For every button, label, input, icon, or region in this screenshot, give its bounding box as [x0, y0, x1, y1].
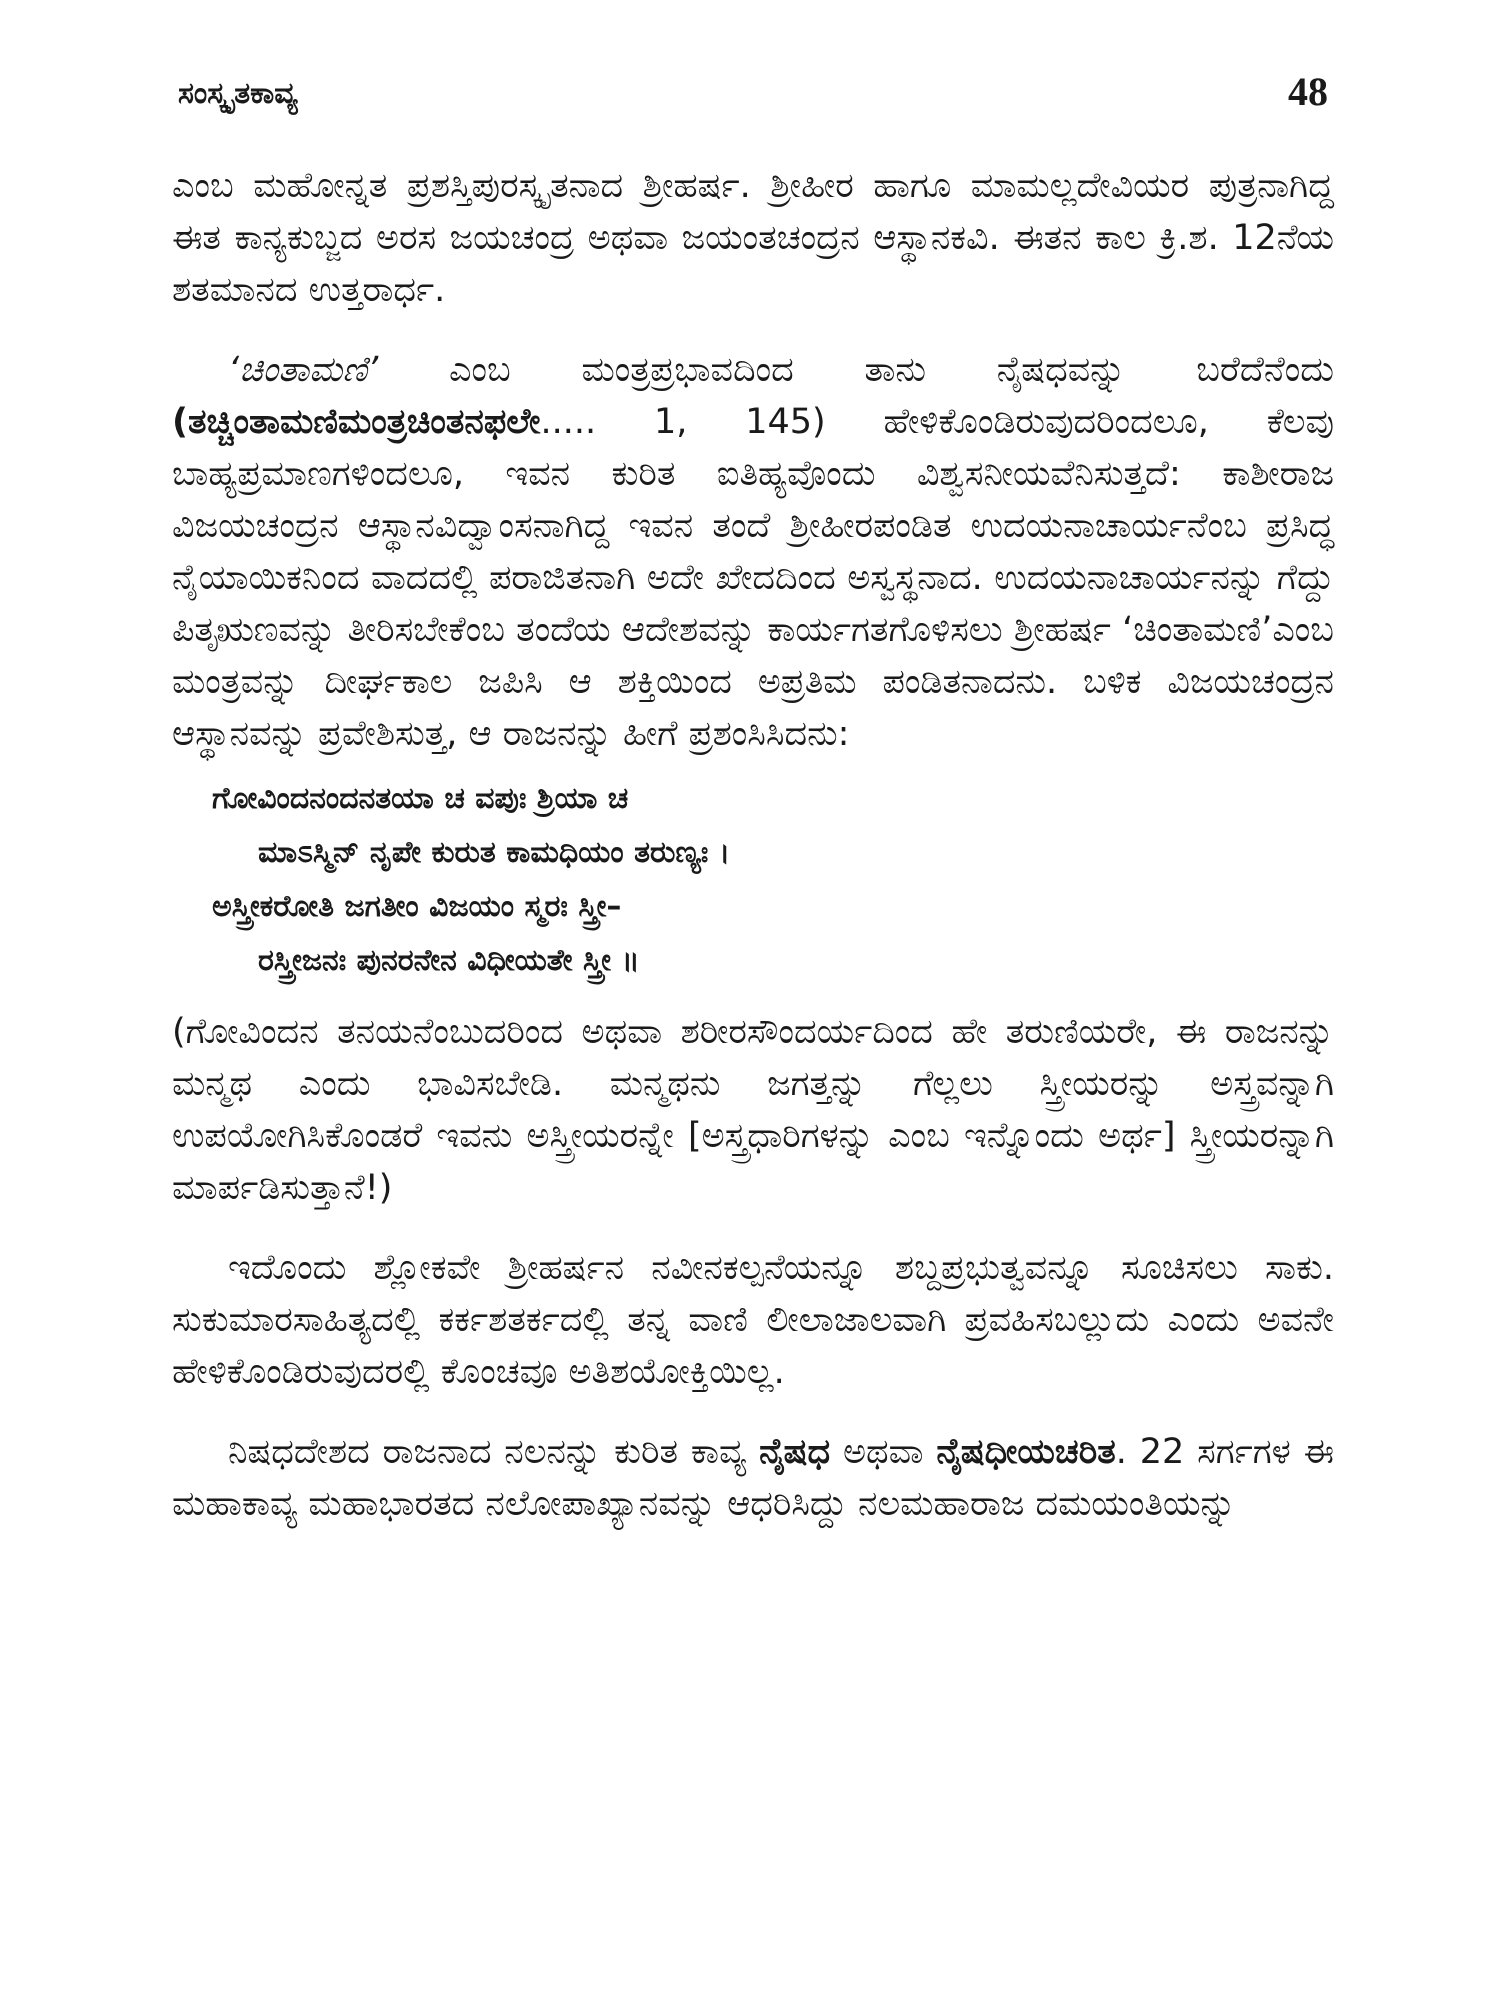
paragraph-5-text-c: . 22 ಸರ್ಗಗಳ ಈ ಮಹಾಕಾವ್ಯ ಮಹಾಭಾರತದ ನಲೋಪಾಖ್ಯಾನವನ್ನು ಆಧರಿಸಿದ್ದು ನಲಮಹಾರಾಜ ದಮಯಂತಿಯನ್ನು	[172, 1432, 1334, 1524]
paragraph-5	[172, 1426, 1334, 1530]
running-title: ಸಂಸ್ಕೃತಕಾವ್ಯ	[178, 76, 298, 111]
paragraph-2	[172, 344, 1334, 760]
verse-line-3: ಅಸ್ತ್ರೀಕರೋತಿ ಜಗತೀಂ ವಿಜಯಂ ಸ್ಮರಃ ಸ್ತ್ರೀ–	[212, 889, 622, 924]
work-title-naishadha: ನೈಷಧ	[759, 1432, 831, 1472]
verse-line-4: ರಸ್ತ್ರೀಜನಃ ಪುನರನೇನ ವಿಧೀಯತೇ ಸ್ತ್ರೀ ॥	[258, 943, 640, 978]
sanskrit-verse	[172, 772, 1334, 988]
paragraph-3: (ಗೋವಿಂದನ ತನಯನೆಂಬುದರಿಂದ ಅಥವಾ ಶರೀರಸೌಂದರ್ಯದಿಂದ ಹೇ ತರುಣಿಯರೇ, ಈ ರಾಜನನ್ನು ಮನ್ಮಥ ಎಂದು ಭಾವಿಸಬೇಡಿ. ಮನ್ಮಥನು ಜಗತ್ತನ್ನು ಗೆಲ್ಲಲು ಸ್ತ್ರೀಯರನ್ನು ಅಸ್ತ್ರವನ್ನಾಗಿ ಉಪಯೋಗಿಸಿಕೊಂಡರೆ ಇವನು ಅಸ್ತ್ರೀಯರನ್ನೇ [ಅಸ್ತ್ರಧಾರಿಗಳನ್ನು ಎಂಬ ಇನ್ನೊಂದು ಅರ್ಥ] ಸ್ತ್ರೀಯರನ್ನಾಗಿ ಮಾರ್ಪಡಿಸುತ್ತಾನೆ!)	[172, 1012, 1334, 1208]
paragraph-4: ಇದೊಂದು ಶ್ಲೋಕವೇ ಶ್ರೀಹರ್ಷನ ನವೀನಕಲ್ಪನೆಯನ್ನೂ ಶಬ್ದಪ್ರಭುತ್ವವನ್ನೂ ಸೂಚಿಸಲು ಸಾಕು. ಸುಕುಮಾರಸಾಹಿತ್ಯದಲ್ಲಿ ಕರ್ಕಶತರ್ಕದಲ್ಲಿ ತನ್ನ ವಾಣಿ ಲೀಲಾಜಾಲವಾಗಿ ಪ್ರವಹಿಸಬಲ್ಲುದು ಎಂದು ಅವನೇ ಹೇಳಿಕೊಂಡಿರುವುದರಲ್ಲಿ ಕೊಂಚವೂ ಅತಿಶಯೋಕ್ತಿಯಿಲ್ಲ.	[172, 1248, 1334, 1392]
paragraph-5-text-b: ಅಥವಾ	[830, 1432, 937, 1472]
verse-line-2: ಮಾಽಸ್ಮಿನ್ ನೃಪೇ ಕುರುತ ಕಾಮಧಿಯಂ ತರುಣ್ಯಃ ।	[258, 835, 731, 870]
verse-line-1: ಗೋವಿಂದನಂದನತಯಾ ಚ ವಪುಃ ಶ್ರಿಯಾ ಚ	[212, 781, 629, 816]
paragraph-2-citation: (ತಚ್ಚಿಂತಾಮಣಿಮಂತ್ರಚಿಂತನಫಲೇ	[172, 402, 541, 442]
page-body	[172, 160, 1334, 1530]
paragraph-2-text-a: ಎಂಬ ಮಂತ್ರಪ್ರಭಾವದಿಂದ ತಾನು ನೈಷಧವನ್ನು ಬರೆದೆನೆಂದು	[378, 350, 1334, 390]
page-header	[178, 68, 1328, 124]
page-number: 48	[1288, 69, 1328, 114]
paragraph-1: ಎಂಬ ಮಹೋನ್ನತ ಪ್ರಶಸ್ತಿಪುರಸ್ಕೃತನಾದ ಶ್ರೀಹರ್ಷ. ಶ್ರೀಹೀರ ಹಾಗೂ ಮಾಮಲ್ಲದೇವಿಯರ ಪುತ್ರನಾಗಿದ್ದ ಈತ ಕಾನ್ಯಕುಬ್ಜದ ಅರಸ ಜಯಚಂದ್ರ ಅಥವಾ ಜಯಂತಚಂದ್ರನ ಆಸ್ಥಾನಕವಿ. ಈತನ ಕಾಲ ಕ್ರಿ.ಶ. 12ನೆಯ ಶತಮಾನದ ಉತ್ತರಾರ್ಧ.	[172, 166, 1334, 310]
chintamani-quote: ‘ಚಿಂತಾಮಣಿ’	[228, 350, 379, 390]
paragraph-2-text-b: ..... 1, 145) ಹೇಳಿಕೊಂಡಿರುವುದರಿಂದಲೂ, ಕೆಲವು ಬಾಹ್ಯಪ್ರಮಾಣಗಳಿಂದಲೂ, ಇವನ ಕುರಿತ ಐತಿಹ್ಯವೊಂದು ವಿಶ್ವಸನೀಯವೆನಿಸುತ್ತದೆ: ಕಾಶೀರಾಜ ವಿಜಯಚಂದ್ರನ ಆಸ್ಥಾನವಿದ್ವಾಂಸನಾಗಿದ್ದ ಇವನ ತಂದೆ ಶ್ರೀಹೀರಪಂಡಿತ ಉದಯನಾಚಾರ್ಯನೆಂಬ ಪ್ರಸಿದ್ಧ ನೈಯಾಯಿಕನಿಂದ ವಾದದಲ್ಲಿ ಪರಾಜಿತನಾಗಿ ಅದೇ ಖೇದದಿಂದ ಅಸ್ವಸ್ಥನಾದ. ಉದಯನಾಚಾರ್ಯನನ್ನು ಗೆದ್ದು ಪಿತೃಋಣವನ್ನು ತೀರಿಸಬೇಕೆಂಬ ತಂದೆಯ ಆದೇಶವನ್ನು ಕಾರ್ಯಗತಗೊಳಿಸಲು ಶ್ರೀಹರ್ಷ ‘ಚಿಂತಾಮಣಿ’ಎಂಬ ಮಂತ್ರವನ್ನು ದೀರ್ಘಕಾಲ ಜಪಿಸಿ ಆ ಶಕ್ತಿಯಿಂದ ಅಪ್ರತಿಮ ಪಂಡಿತನಾದನು. ಬಳಿಕ ವಿಜಯಚಂದ್ರನ ಆಸ್ಥಾನವನ್ನು ಪ್ರವೇಶಿಸುತ್ತ, ಆ ರಾಜನನ್ನು ಹೀಗೆ ಪ್ರಶಂಸಿಸಿದನು:	[172, 402, 1334, 754]
paragraph-5-text-a: ನಿಷಧದೇಶದ ರಾಜನಾದ ನಲನನ್ನು ಕುರಿತ ಕಾವ್ಯ	[228, 1432, 760, 1472]
work-title-naishadhiyacharita: ನೈಷಧೀಯಚರಿತ	[936, 1432, 1116, 1472]
